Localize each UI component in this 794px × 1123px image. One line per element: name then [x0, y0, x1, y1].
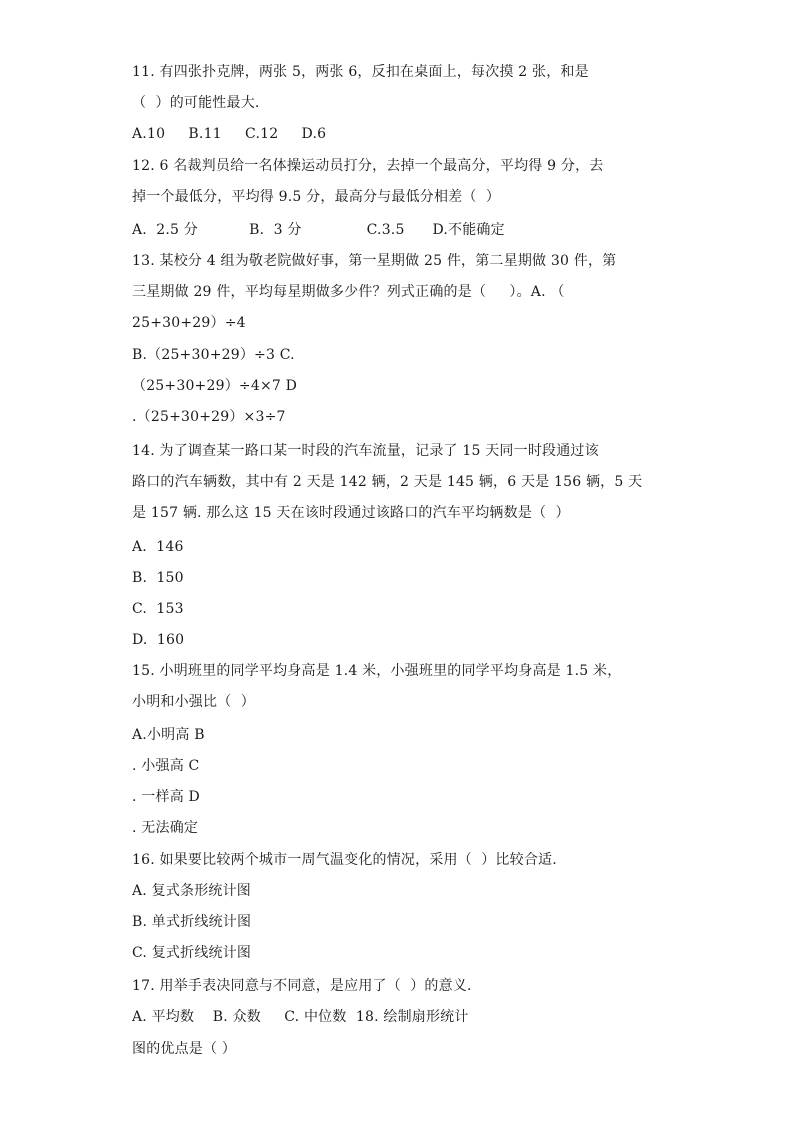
q15-line-1: 15. 小明班里的同学平均身高是 1.4 米，小强班里的同学平均身高是 1.5 米，: [132, 663, 622, 679]
q14-option-c: C. 153: [132, 601, 184, 617]
q13-line-6: .（25+30+29）×3÷7: [132, 409, 286, 425]
q12-line-1: 12. 6 名裁判员给一名体操运动员打分，去掉一个最高分，平均得 9 分，去: [132, 158, 604, 174]
q13-line-5: （25+30+29）÷4×7 D: [132, 378, 298, 394]
q16-option-c: C. 复式折线统计图: [132, 945, 252, 961]
q16-option-a: A. 复式条形统计图: [132, 883, 252, 899]
q17-line-1: 17. 用举手表决同意与不同意，是应用了（ ）的意义.: [132, 978, 472, 994]
q12-options: A. 2.5 分 B. 3 分 C.3.5 D.不能确定: [132, 222, 505, 238]
q15-line-2: 小明和小强比（ ）: [132, 694, 255, 710]
q13-line-1: 13. 某校分 4 组为敬老院做好事，第一星期做 25 件，第二星期做 30 件，第: [132, 253, 617, 269]
q18-line-2: 图的优点是（ ）: [132, 1041, 237, 1057]
q13-line-3: 25+30+29）÷4: [132, 315, 246, 331]
q14-line-3: 是 157 辆. 那么这 15 天在该时段通过该路口的汽车平均辆数是（ ）: [132, 505, 570, 521]
q11-line-2: （ ）的可能性最大.: [132, 95, 260, 111]
q14-option-a: A. 146: [132, 539, 184, 555]
q14-option-b: B. 150: [132, 570, 184, 586]
q15-option-4: . 无法确定: [132, 820, 199, 836]
q11-line-1: 11. 有四张扑克牌，两张 5，两张 6，反扣在桌面上，每次摸 2 张，和是: [132, 64, 589, 80]
q16-option-b: B. 单式折线统计图: [132, 914, 252, 930]
q13-line-2: 三星期做 29 件，平均每星期做多少件？列式正确的是（ ）。A. （: [132, 284, 565, 300]
q15-option-1: A.小明高 B: [132, 727, 205, 743]
q15-option-2: . 小强高 C: [132, 758, 200, 774]
q14-option-d: D. 160: [132, 632, 185, 648]
q14-line-1: 14. 为了调查某一路口某一时段的汽车流量，记录了 15 天同一时段通过该: [132, 443, 599, 459]
q12-line-2: 掉一个最低分，平均得 9.5 分，最高分与最低分相差（ ）: [132, 189, 501, 205]
q11-options: A.10 B.11 C.12 D.6: [132, 126, 327, 142]
q16-line-1: 16. 如果要比较两个城市一周气温变化的情况，采用（ ）比较合适.: [132, 852, 557, 868]
q15-option-3: . 一样高 D: [132, 789, 200, 805]
q17-options: A. 平均数 B. 众数 C. 中位数 18. 绘制扇形统计: [132, 1009, 469, 1025]
q14-line-2: 路口的汽车辆数，其中有 2 天是 142 辆，2 天是 145 辆，6 天是 156 辆，5 天: [132, 474, 643, 490]
q13-line-4: B.（25+30+29）÷3 C.: [132, 347, 295, 363]
